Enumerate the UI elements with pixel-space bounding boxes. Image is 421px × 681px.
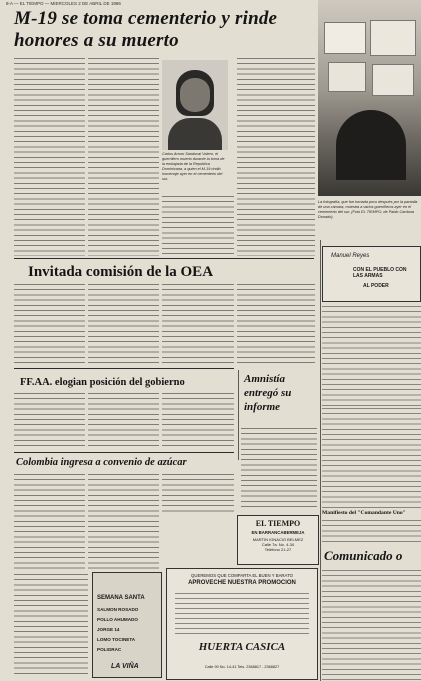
lead-headline: M-19 se toma cementerio y rinde honores a su muerto (14, 8, 278, 51)
eltiempo-ad-line3: Calle 7a. No. 4-34 (261, 542, 295, 547)
oea-column-2 (88, 284, 159, 364)
amnistia-column (241, 428, 317, 510)
lead-column-4 (237, 58, 315, 256)
comunicado-headline: Comunicado o (324, 548, 403, 563)
guerrilla-portrait-photo (162, 60, 228, 150)
ffaa-column-2 (88, 393, 159, 449)
right-column-text-2 (322, 408, 421, 508)
oea-headline: Invitada comisión de la OEA (28, 264, 214, 280)
section-rule (14, 258, 314, 259)
book-ad-author: Manuel Reyes (331, 253, 370, 259)
ffaa-headline: FF.AA. elogian posición del gobierno (20, 377, 185, 388)
cemetery-photo-caption: La fotografía, que fue tomada poco después por la pantalla de una cámara, muestra a varios guerrilleros ayer en el cementerio del sur. (Foto EL TIEMPO, de Pablo Cardona Donado). (318, 200, 418, 219)
semana-santa-item: POLLO AHUMADO (97, 617, 138, 622)
huerta-ad-body (175, 593, 309, 635)
eltiempo-ad-line2: MARTIN IGNACIO BELMEZ (252, 537, 304, 542)
semana-santa-footer: LA VIÑA (111, 663, 139, 670)
eltiempo-ad-line4: Teléfono 21-27 (264, 547, 292, 552)
book-ad-slogan-end: AL PODER (363, 283, 389, 289)
azucar-column-1 (14, 474, 85, 570)
amnistia-headline: Amnistía entregó su informe (244, 373, 292, 413)
ffaa-column-1 (14, 393, 85, 449)
semana-santa-item: POLIGRAC (97, 647, 122, 652)
manifesto-headline: Manifiesto del "Comandante Uno" (322, 510, 406, 516)
semana-santa-list (97, 605, 159, 655)
lead-column-1 (14, 58, 85, 256)
right-column-text (322, 306, 421, 406)
ffaa-column-3 (162, 393, 234, 449)
oea-column-3 (162, 284, 234, 364)
huerta-ad-top: QUEREMOS QUE COMPARTA EL BUEN Y BARATO (191, 573, 293, 578)
azucar-column-bottom (14, 574, 88, 678)
comunicado-body (322, 570, 421, 680)
lead-column-3 (162, 196, 234, 256)
oea-column-1 (14, 284, 85, 364)
eltiempo-ad (237, 515, 319, 565)
azucar-column-3 (162, 474, 234, 514)
right-divider (320, 240, 321, 681)
cemetery-photo (318, 0, 421, 196)
eltiempo-ad-line1: EN BARRANCABERMEJA (251, 530, 305, 535)
huerta-ad-footer: Calle 90 No. 14-41 Tels. 2368817 - 2368827 (204, 665, 280, 669)
azucar-headline: Colombia ingresa a convenio de azúcar (16, 457, 187, 468)
huerta-ad-name: HUERTA CASICA (198, 641, 286, 653)
semana-santa-title: SEMANA SANTA (97, 595, 145, 601)
lead-column-2 (88, 58, 159, 256)
semana-santa-ad (92, 572, 162, 678)
section-rule-2 (14, 368, 234, 369)
azucar-column-2 (88, 474, 159, 570)
manifesto-body (322, 520, 421, 546)
semana-santa-item: SALMON ROSADO (97, 607, 139, 612)
portrait-caption: Carlos Arturo Sandoval Valero, el guerrillero muerto durante la toma de la embajada de la República Dominicana, a quien el M-19 rindió homenaje ayer en el cementerio del sur. (162, 152, 225, 181)
eltiempo-ad-title: EL TIEMPO (255, 519, 301, 528)
huerta-ad (166, 568, 318, 680)
book-ad-slogan: CON EL PUEBLO CON LAS ARMAS (353, 267, 407, 279)
semana-santa-item: LOMO TOCINETA (97, 637, 136, 642)
page-runner: 8-A — EL TIEMPO — MIERCOLES 2 DE ABRIL DE 1986 (6, 1, 121, 6)
amnistia-divider (238, 370, 239, 460)
oea-column-4 (237, 284, 315, 364)
huerta-ad-line: APROVECHE NUESTRA PROMOCION (188, 580, 296, 586)
section-rule-3 (14, 452, 234, 453)
book-ad (322, 246, 421, 302)
semana-santa-item: JORGE 14 (97, 627, 120, 632)
